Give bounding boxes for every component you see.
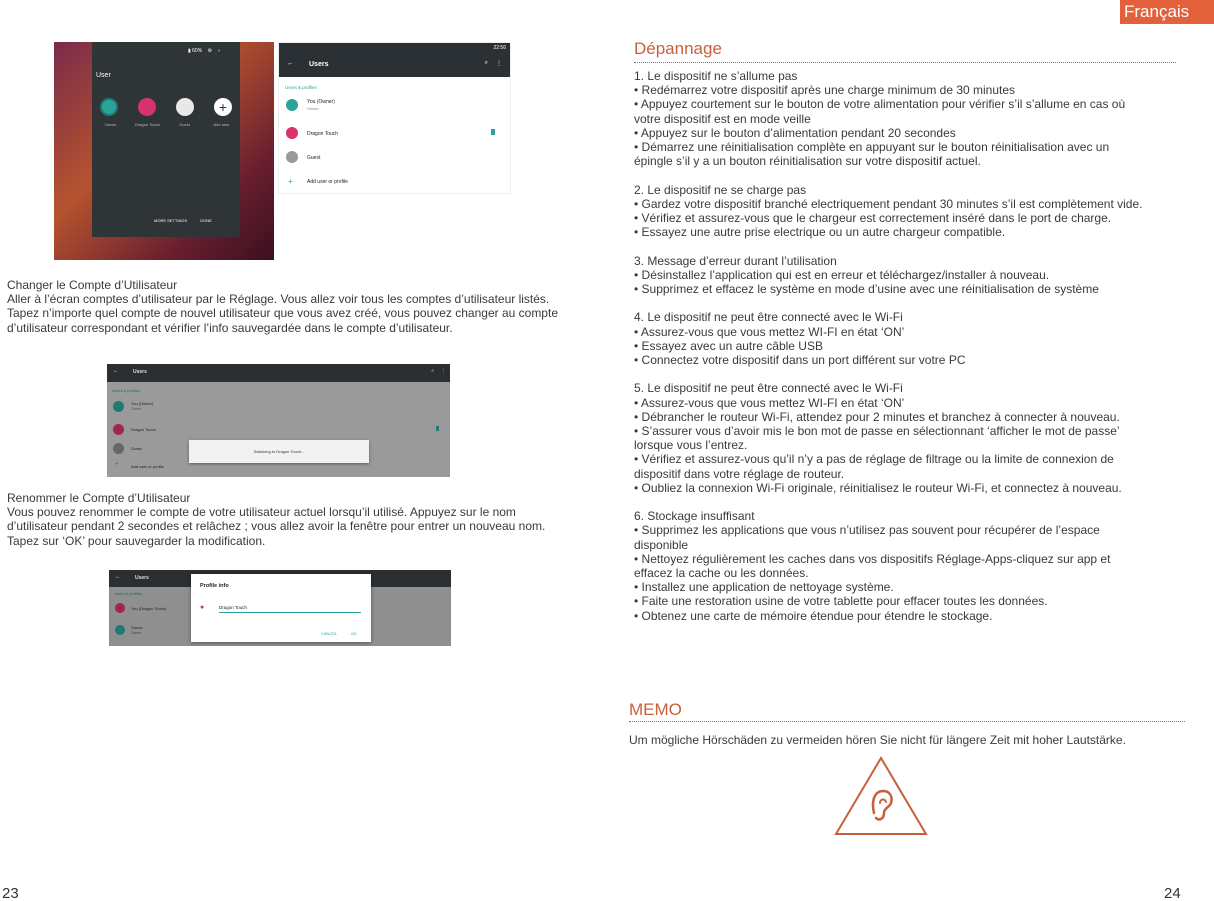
screenshot-users-list xyxy=(278,42,511,194)
troubleshooting-line: • Assurez-vous que vous mettez WI-FI en état ‘ON’ xyxy=(634,395,905,410)
screenshot-profile-info xyxy=(109,570,451,646)
troubleshooting-line: • Assurez-vous que vous mettez WI-FI en état ‘ON’ xyxy=(634,324,905,339)
section-body-rename-account: Vous pouvez renommer le compte de votre utilisateur actuel lorsqu’il utilisé. Appuyez sur le nom d’utilisateur pendant 2 secondes et relâchez ; vous allez avoir la fenêtre pour entrer un nouveau nom. Tapez sur ‘OK’ pour sauvegarder la modification. xyxy=(7,505,546,548)
dragon-touch-avatar-icon xyxy=(113,424,124,435)
troubleshooting-line: • Essayez avec un autre câble USB xyxy=(634,338,823,353)
profile-avatar-icon: ● xyxy=(200,604,205,611)
users-title: Users xyxy=(133,369,147,375)
add-user-label: Add user xyxy=(213,122,230,127)
delete-icon xyxy=(436,426,439,431)
add-user-label[interactable]: Add user or profile xyxy=(307,179,348,185)
language-tab: Français xyxy=(1120,0,1214,24)
troubleshooting-line: effacez la cache ou les données. xyxy=(634,566,809,581)
you-dragon-label: You (Dragon Touch) xyxy=(131,606,167,611)
guest-avatar-icon[interactable] xyxy=(176,98,194,116)
owner-sublabel: Owner xyxy=(131,407,142,411)
page-number-left: 23 xyxy=(2,885,19,901)
profile-name-input[interactable]: Dragon Touch xyxy=(219,605,361,613)
troubleshooting-line: disponible xyxy=(634,537,689,552)
switching-dialog-text: Switching to Dragon Touch... xyxy=(253,449,305,454)
memo-text: Um mögliche Hörschäden zu vermeiden hören Sie nicht für längere Zeit mit hoher Lautstärke. xyxy=(629,733,1126,747)
account-icon: ● xyxy=(217,48,221,54)
owner-sublabel: Owner xyxy=(307,106,319,111)
section-label: Users & profiles xyxy=(114,591,143,596)
page-number-right: 24 xyxy=(1164,885,1181,901)
troubleshooting-line: épingle s’il y a un bouton réinitialisation sur votre dispositif actuel. xyxy=(634,154,981,169)
troubleshooting-line: • Désinstallez l’application qui est en erreur et téléchargez/installer à nouveau. xyxy=(634,267,1050,282)
troubleshooting-line: • Obtenez une carte de mémoire étendue pour étendre le stockage. xyxy=(634,608,993,623)
delete-icon[interactable] xyxy=(491,129,495,135)
troubleshooting-line: votre dispositif est en mode veille xyxy=(634,111,811,126)
troubleshooting-line: 1. Le dispositif ne s’allume pas xyxy=(634,69,798,83)
troubleshooting-list xyxy=(634,69,1194,623)
battery-level: 60% xyxy=(192,48,203,54)
add-icon[interactable]: + xyxy=(288,177,293,186)
time-display: 22:56 xyxy=(493,45,506,51)
owner-avatar-icon xyxy=(113,401,124,412)
troubleshooting-line: 4. Le dispositif ne peut être connecté avec le Wi-Fi xyxy=(634,310,903,325)
troubleshooting-line: • Gardez votre dispositif branché electriquement pendant 30 minutes s’il est complètement vide. xyxy=(634,196,1143,211)
troubleshooting-line: • Vérifiez et assurez-vous qu’il n’y a pas de réglage de filtrage ou la limite de connexion de xyxy=(634,452,1114,467)
hearing-warning-icon xyxy=(833,755,929,837)
troubleshooting-line: • Démarrez une réinitialisation complète en appuyant sur le bouton réinitialisation avec un xyxy=(634,140,1110,155)
guest-label[interactable]: Guest xyxy=(307,155,321,161)
users-title: Users xyxy=(309,61,329,68)
memo-divider xyxy=(629,721,1185,722)
profile-info-dialog xyxy=(191,574,371,642)
users-title: Users xyxy=(135,575,149,581)
section-body-change-account: Aller à l’écran comptes d’utilisateur par le Réglage. Vous allez voir tous les comptes d’utilisateur listés. Tapez n’importe quel compte de nouvel utilisateur que vous avez créé, vous pouvez changer au compte d’utilisateur correspondant et vérifier l’info sauvegardée dans le compte d’utilisateur. xyxy=(7,292,558,335)
you-owner-label[interactable]: You (Owner) xyxy=(307,99,335,105)
back-arrow-icon[interactable]: ← xyxy=(287,60,294,67)
troubleshooting-line: 6. Stockage insuffisant xyxy=(634,509,755,524)
troubleshooting-line: • S’assurer vous d’avoir mis le bon mot de passe en sélectionnant ‘afficher le mot de passe’ xyxy=(634,424,1120,439)
memo-title: MEMO xyxy=(629,700,682,719)
troubleshooting-line: lorsque vous l’entrez. xyxy=(634,438,748,453)
dragon-touch-avatar-icon xyxy=(115,603,125,613)
troubleshooting-line: • Connectez votre dispositif dans un port différent sur votre PC xyxy=(634,353,966,368)
guest-label: Guest xyxy=(179,122,190,127)
title-divider xyxy=(634,62,1176,63)
owner-avatar-icon[interactable] xyxy=(100,98,118,116)
owner-avatar-icon xyxy=(115,625,125,635)
section-label: Users & profiles xyxy=(112,388,141,393)
spacer-line xyxy=(634,239,1194,253)
dragon-touch-label[interactable]: Dragon Touch xyxy=(307,131,339,137)
back-arrow-icon: ← xyxy=(115,574,121,580)
owner-sublabel: Owner xyxy=(131,631,142,635)
switching-dialog xyxy=(189,440,369,463)
section-label: Users & profiles xyxy=(285,85,317,90)
cancel-button[interactable]: CANCEL xyxy=(321,631,338,636)
section-title-change-account: Changer le Compte d’Utilisateur xyxy=(7,278,178,292)
screenshot-switching xyxy=(107,364,450,477)
troubleshooting-line: 5. Le dispositif ne peut être connecté avec le Wi-Fi xyxy=(634,381,903,396)
dragon-touch-avatar-icon xyxy=(286,127,298,139)
search-icon[interactable]: ⌕ xyxy=(431,368,434,374)
done-button[interactable]: DONE xyxy=(200,218,212,223)
troubleshooting-line: • Installez une application de nettoyage système. xyxy=(634,580,894,595)
battery-icon: ▮ xyxy=(188,48,191,54)
overflow-menu-icon[interactable]: ⋮ xyxy=(441,368,446,374)
troubleshooting-line: • Oubliez la connexion Wi-Fi originale, réinitialisez le routeur Wi-Fi, et connectez à nouveau. xyxy=(634,480,1122,495)
section-title-rename-account: Renommer le Compte d’Utilisateur xyxy=(7,491,191,505)
guest-label: Guest xyxy=(131,446,142,451)
spacer-line xyxy=(634,367,1194,381)
profile-info-title: Profile info xyxy=(200,583,229,589)
troubleshooting-line: dispositif dans votre réglage de routeur. xyxy=(634,466,845,481)
troubleshooting-line: • Appuyez courtement sur le bouton de votre alimentation pour vérifier s’il s’allume en cas où xyxy=(634,97,1126,112)
troubleshooting-line: • Redémarrez votre dispositif après une charge minimum de 30 minutes xyxy=(634,83,1016,98)
troubleshooting-line: 2. Le dispositif ne se charge pas xyxy=(634,182,807,197)
troubleshooting-line: • Essayez une autre prise electrique ou un autre chargeur compatible. xyxy=(634,225,1006,240)
you-owner-label: You (Owner) xyxy=(131,401,154,406)
dragon-touch-label: Dragon Touch xyxy=(131,427,156,432)
spacer-line xyxy=(634,168,1194,182)
troubleshooting-line: • Supprimez les applications que vous n’utilisez pas souvent pour récupérer de l’espace xyxy=(634,523,1100,538)
guest-avatar-icon xyxy=(113,443,124,454)
overflow-menu-icon[interactable]: ⋮ xyxy=(496,61,502,67)
troubleshooting-line: 3. Message d’erreur durant l’utilisation xyxy=(634,253,837,268)
dragon-touch-avatar-icon[interactable] xyxy=(138,98,156,116)
back-arrow-icon[interactable]: ← xyxy=(113,368,119,374)
search-icon[interactable]: ⌕ xyxy=(484,60,488,66)
troubleshooting-line: • Supprimez et effacez le système en mode d’usine avec une réinitialisation de système xyxy=(634,282,1099,297)
guest-avatar-icon xyxy=(286,151,298,163)
ok-button[interactable]: OK xyxy=(351,631,357,636)
owner-avatar-icon xyxy=(286,99,298,111)
owner-label: Owner xyxy=(104,122,117,127)
spacer-line xyxy=(634,495,1194,509)
add-user-icon[interactable]: + xyxy=(214,98,232,116)
troubleshooting-line: • Appuyez sur le bouton d’alimentation pendant 20 secondes xyxy=(634,125,956,140)
troubleshooting-title: Dépannage xyxy=(634,39,722,58)
add-icon: + xyxy=(115,462,119,468)
user-panel-title: User xyxy=(96,72,111,79)
troubleshooting-line: • Débrancher le routeur Wi-Fi, attendez pour 2 minutes et branchez à connecter à nouveau. xyxy=(634,409,1120,424)
owner-label: Owner xyxy=(131,625,143,630)
gear-icon: ⚙ xyxy=(207,48,213,54)
troubleshooting-line: • Vérifiez et assurez-vous que le chargeur est correctement inséré dans le port de charge. xyxy=(634,211,1112,226)
troubleshooting-line: • Nettoyez régulièrement les caches dans vos dispositifs Réglage-Apps-cliquez sur app et xyxy=(634,551,1111,566)
screenshot-user-panel xyxy=(54,42,274,260)
dragon-touch-label: Dragon Touch xyxy=(135,122,160,127)
spacer-line xyxy=(634,296,1194,310)
more-settings-button[interactable]: MORE SETTINGS xyxy=(154,218,188,223)
add-user-label: Add user or profile xyxy=(131,464,164,469)
troubleshooting-line: • Faite une restoration usine de votre tablette pour effacer toutes les données. xyxy=(634,594,1048,609)
